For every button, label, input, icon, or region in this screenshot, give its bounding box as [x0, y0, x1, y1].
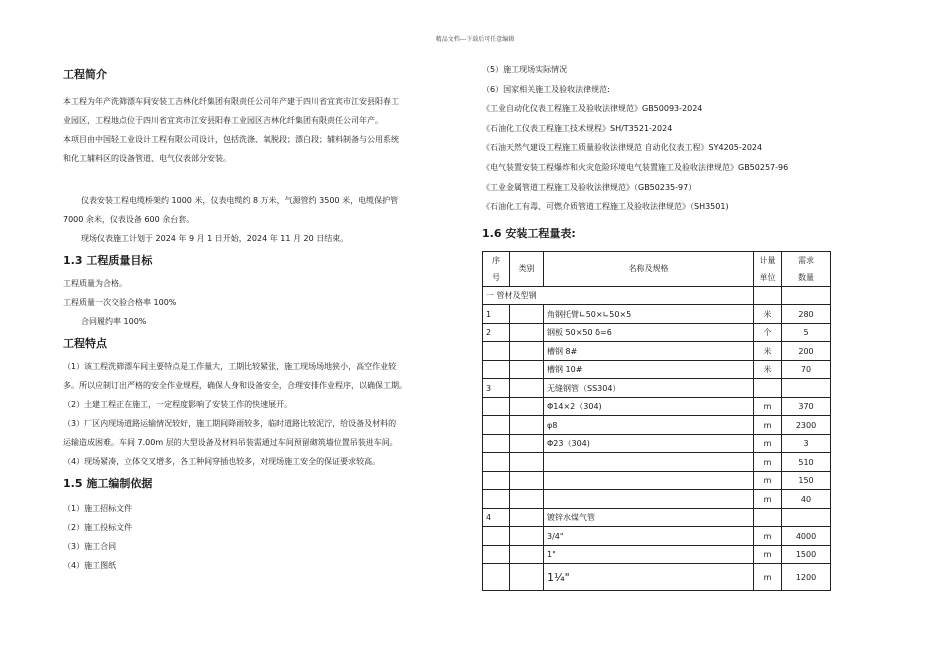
- row-seq: [483, 434, 510, 453]
- basis-item: （6）国家相关施工及验收法律规范:: [482, 84, 610, 94]
- row-qty: 2300: [782, 416, 831, 435]
- basis-item: （4）施工图纸: [63, 561, 117, 570]
- row-name: 1¼": [544, 564, 754, 591]
- row-qty: 150: [782, 471, 831, 490]
- table-row: [483, 527, 831, 546]
- header-qty: 需求 数量: [782, 251, 831, 286]
- row-unit: m: [754, 527, 782, 546]
- group-row: [483, 286, 831, 305]
- row-unit: 个: [754, 323, 782, 342]
- row-qty: 370: [782, 397, 831, 416]
- row-name: 钢板 50×50 δ=6: [544, 323, 754, 342]
- quality-line: 合同履约率 100%: [81, 317, 147, 326]
- row-unit: 米: [754, 360, 782, 379]
- row-name: 槽钢 8#: [544, 342, 754, 361]
- overview-line: 业园区，工程地点位于四川省宜宾市江安县阳春工业园区吉林化纤集团有限责任公司年产。: [63, 116, 383, 125]
- schedule-line: 现场仪表施工计划于 2024 年 9 月 1 日开始，2024 年 11 月 20 日结束。: [81, 234, 349, 243]
- row-category: [510, 323, 544, 342]
- row-qty: 3: [782, 434, 831, 453]
- standard-item: 《石油化工仪表工程施工技术规程》SH/T3521-2024: [482, 123, 673, 133]
- standard-item: 《电气装置安装工程爆炸和火灾危险环境电气装置施工及验收法律规范》GB50257-96: [482, 162, 789, 172]
- row-seq: [483, 342, 510, 361]
- feature-line: （1）该工程洗筛漂车间主要特点是工作量大，工期比较紧张，施工现场场地狭小，高空作业较: [63, 362, 397, 371]
- standard-item: 《工业自动化仪表工程施工及验收法律规范》GB50093-2024: [482, 104, 703, 114]
- section-title-quality: 1.3 工程质量目标: [63, 254, 153, 267]
- table-header-row: [483, 251, 831, 286]
- row-unit: m: [754, 397, 782, 416]
- row-seq: [483, 360, 510, 379]
- row-name: 角钢托臂∟50×∟50×5: [544, 305, 754, 324]
- row-qty: 4000: [782, 527, 831, 546]
- row-name: [544, 490, 754, 509]
- install-quantity-table: [482, 251, 831, 592]
- row-unit: [754, 508, 782, 527]
- header-name: 名称及规格: [544, 251, 754, 286]
- row-category: [510, 379, 544, 398]
- table-row: [483, 434, 831, 453]
- row-qty: 1200: [782, 564, 831, 591]
- basis-item: （1）施工招标文件: [63, 504, 133, 513]
- row-name: [544, 453, 754, 472]
- row-category: [510, 490, 544, 509]
- row-seq: [483, 545, 510, 564]
- row-category: [510, 434, 544, 453]
- row-category: [510, 545, 544, 564]
- overview-line: 本项目由中国轻工业设计工程有限公司设计，包括洗涤、氧脱段；漂白段；辅料制备与公用系统: [63, 135, 399, 144]
- row-category: [510, 527, 544, 546]
- row-seq: 4: [483, 508, 510, 527]
- row-unit: m: [754, 471, 782, 490]
- table-row: [483, 323, 831, 342]
- row-name: 无缝钢管（SS304）: [544, 379, 754, 398]
- row-qty: 1500: [782, 545, 831, 564]
- row-category: [510, 471, 544, 490]
- section-title-overview: 工程简介: [63, 68, 107, 81]
- overview-line: 本工程为年产洗筛漂车间安装工吉林化纤集团有限责任公司年产建于四川省宜宾市江安县阳春工: [63, 97, 399, 106]
- row-seq: [483, 416, 510, 435]
- section-title-features: 工程特点: [63, 337, 107, 350]
- basis-item: （5）施工现场实际情况: [482, 65, 568, 74]
- row-category: [510, 360, 544, 379]
- row-unit: 米: [754, 305, 782, 324]
- row-name: φ8: [544, 416, 754, 435]
- table-row: [483, 416, 831, 435]
- row-qty: 40: [782, 490, 831, 509]
- row-unit: m: [754, 434, 782, 453]
- table-row: [483, 397, 831, 416]
- table-title: 1.6 安装工程量表:: [482, 226, 576, 240]
- quantity-line: 仪表安装工程电缆桥架约 1000 米，仪表电缆约 8 万米，气源管约 3500 米，电缆保护管: [81, 196, 399, 205]
- row-seq: [483, 397, 510, 416]
- row-qty: 5: [782, 323, 831, 342]
- right-column: [482, 60, 862, 591]
- row-unit: m: [754, 490, 782, 509]
- quality-line: 工程质量为合格。: [63, 279, 127, 288]
- row-category: [510, 453, 544, 472]
- left-column: [63, 66, 471, 575]
- row-unit: 米: [754, 342, 782, 361]
- row-name: 1": [544, 545, 754, 564]
- header-category: 类别: [510, 251, 544, 286]
- quantity-line: 7000 余米，仪表设备 600 余台套。: [63, 215, 195, 224]
- row-seq: 1: [483, 305, 510, 324]
- row-category: [510, 416, 544, 435]
- group-label: 一 管材及型钢: [483, 286, 754, 305]
- row-unit: m: [754, 416, 782, 435]
- row-category: [510, 342, 544, 361]
- row-qty: 200: [782, 342, 831, 361]
- row-unit: m: [754, 545, 782, 564]
- row-category: [510, 305, 544, 324]
- row-unit: m: [754, 453, 782, 472]
- row-name: [544, 471, 754, 490]
- feature-line: （3）厂区内现场道路运输情况较好，施工期间降雨较多，临时道路比较泥泞，给设备及材料的: [63, 419, 397, 428]
- header-unit: 计量 单位: [754, 251, 782, 286]
- row-qty: 70: [782, 360, 831, 379]
- basis-item: （3）施工合同: [63, 542, 117, 551]
- quality-line: 工程质量一次交验合格率 100%: [63, 298, 177, 307]
- table-row: [483, 342, 831, 361]
- row-seq: [483, 564, 510, 591]
- row-seq: [483, 490, 510, 509]
- table-row: [483, 305, 831, 324]
- row-unit: [754, 379, 782, 398]
- row-qty: 510: [782, 453, 831, 472]
- feature-line: （4）现场紧凑，立体交叉增多，各工种间穿插也较多，对现场施工安全的保证要求较高。: [63, 457, 381, 466]
- row-seq: [483, 453, 510, 472]
- row-category: [510, 564, 544, 591]
- section-title-basis: 1.5 施工编制依据: [63, 477, 153, 490]
- standard-item: 《石油天然气建设工程施工质量验收法律规范 自动化仪表工程》SY4205-2024: [482, 143, 763, 153]
- row-name: Φ23（304): [544, 434, 754, 453]
- row-seq: [483, 471, 510, 490]
- table-row: [483, 545, 831, 564]
- row-seq: 3: [483, 379, 510, 398]
- row-qty: [782, 379, 831, 398]
- page-header: 精品文档---下载后可任意编辑: [435, 36, 515, 43]
- row-qty: [782, 508, 831, 527]
- row-seq: 2: [483, 323, 510, 342]
- feature-line: （2）土建工程正在施工，一定程度影响了安装工作的快速展开。: [63, 400, 293, 409]
- standard-item: 《石油化工有毒、可燃介质管道工程施工及验收法律规范》（SH3501): [482, 202, 729, 212]
- row-category: [510, 508, 544, 527]
- table-row: [483, 379, 831, 398]
- feature-line: 运输造成困难。车间 7.00m 层的大型设备及材料吊装需通过车间预留砌筑墙位置吊装进车间。: [63, 438, 398, 447]
- basis-item: （2）施工投标文件: [63, 523, 133, 532]
- table-row: [483, 453, 831, 472]
- table-row: [483, 360, 831, 379]
- row-qty: 280: [782, 305, 831, 324]
- table-row: [483, 490, 831, 509]
- row-name: 3/4": [544, 527, 754, 546]
- table-row: [483, 508, 831, 527]
- row-category: [510, 397, 544, 416]
- standard-item: 《工业金属管道工程施工及验收法律规范》（GB50235-97）: [482, 182, 697, 192]
- row-unit: m: [754, 564, 782, 591]
- overview-line: 和化工辅料区的设备管道、电气仪表部分安装。: [63, 154, 231, 163]
- table-row: [483, 471, 831, 490]
- row-name: 槽钢 10#: [544, 360, 754, 379]
- feature-line: 多。所以应制订出严格的安全作业规程，确保人身和设备安全，合理安排作业程序，以确保工期。: [63, 381, 407, 390]
- table-row: [483, 564, 831, 591]
- header-seq: 序 号: [483, 251, 510, 286]
- row-name: 镀锌水煤气管: [544, 508, 754, 527]
- row-seq: [483, 527, 510, 546]
- row-name: Φ14×2（304): [544, 397, 754, 416]
